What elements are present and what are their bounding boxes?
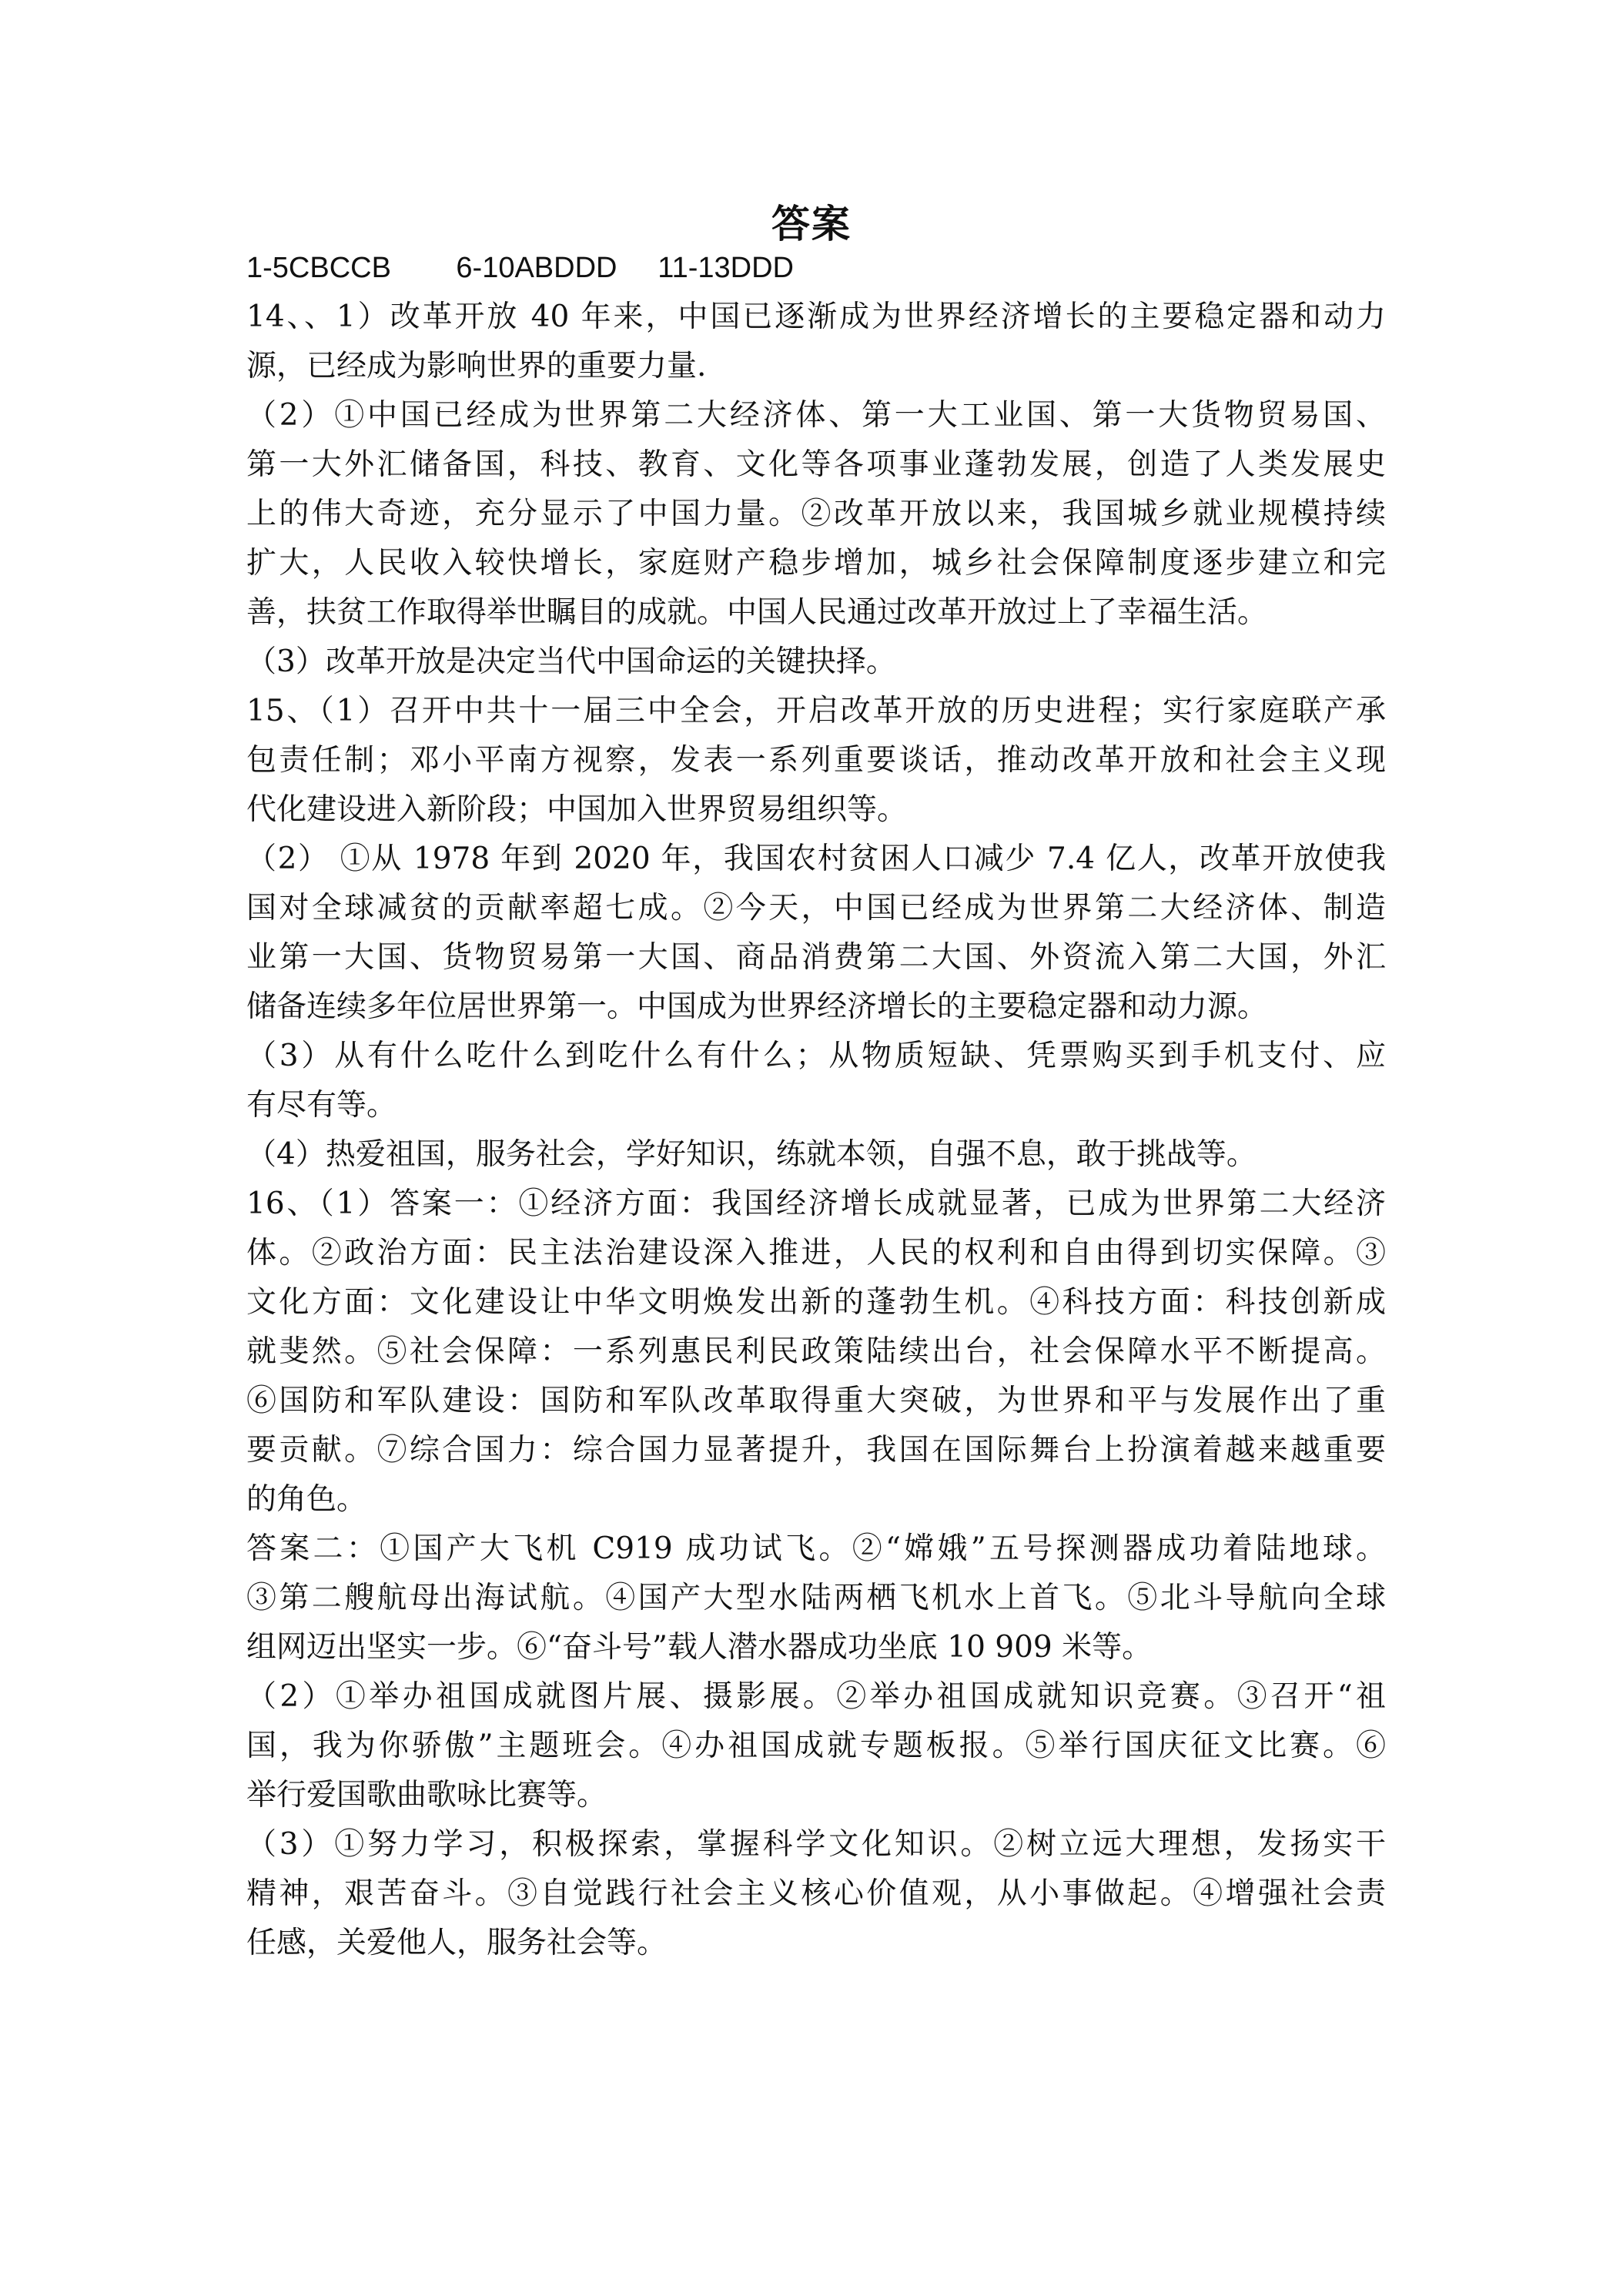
q14-part2-line: 善，扶贫工作取得举世瞩目的成就。中国人民通过改革开放过上了幸福生活。 — [246, 595, 1268, 630]
q16-part3-line: 任感，关爱他人，服务社会等。 — [246, 1926, 668, 1960]
q14-part1-line: 14、、1）改革开放 40 年来，中国已逐渐成为世界经济增长的主要稳定器和动力 — [246, 300, 1386, 334]
q16-part1-line: 体。②政治方面：民主法治建设深入推进，人民的权利和自由得到切实保障。③ — [246, 1236, 1386, 1270]
q16-part1-line: ⑥国防和军队建设：国防和军队改革取得重大突破，为世界和平与发展作出了重 — [246, 1384, 1386, 1418]
q16-part1-line: 就斐然。⑤社会保障：一系列惠民利民政策陆续出台，社会保障水平不断提高。 — [246, 1334, 1386, 1369]
q16-part2-line: 国，我为你骄傲”主题班会。④办祖国成就专题板报。⑤举行国庆征文比赛。⑥ — [246, 1729, 1386, 1763]
q14-part2-line: 扩大，人民收入较快增长，家庭财产稳步增加，城乡社会保障制度逐步建立和完 — [246, 546, 1386, 581]
q15-part2-line: 业第一大国、货物贸易第一大国、商品消费第二大国、外资流入第二大国，外汇 — [246, 940, 1386, 975]
q16-part2-line: （2）①举办祖国成就图片展、摄影展。②举办祖国成就知识竞赛。③召开“祖 — [246, 1679, 1386, 1714]
q16-answer2-line: ③第二艘航母出海试航。④国产大型水陆两栖飞机水上首飞。⑤北斗导航向全球 — [246, 1581, 1386, 1615]
q16-part1-line: 文化方面：文化建设让中华文明焕发出新的蓬勃生机。④科技方面：科技创新成 — [246, 1285, 1386, 1320]
q14-part3-line: （3）改革开放是决定当代中国命运的关键抉择。 — [246, 644, 896, 679]
q15-part1-line: 包责任制；邓小平南方视察，发表一系列重要谈话，推动改革开放和社会主义现 — [246, 743, 1386, 778]
q16-part2-line: 举行爱国歌曲歌咏比赛等。 — [246, 1778, 607, 1812]
q15-part3-line: 有尽有等。 — [246, 1088, 397, 1123]
page-title: 答案 — [771, 202, 852, 246]
multiple-choice-answers: 1-5CBCCB 6-10ABDDD 11-13DDD — [246, 252, 794, 284]
answer-body — [246, 243, 1386, 1968]
q15-part3-line: （3）从有什么吃什么到吃什么有什么；从物质短缺、凭票购买到手机支付、应 — [246, 1039, 1386, 1073]
q15-part2-line: 国对全球减贫的贡献率超七成。②今天，中国已经成为世界第二大经济体、制造 — [246, 891, 1386, 925]
q14-part1-line: 源，已经成为影响世界的重要力量. — [246, 349, 707, 383]
q16-part3-line: （3）①努力学习，积极探索，掌握科学文化知识。②树立远大理想，发扬实干 — [246, 1827, 1386, 1862]
q14-part2-line: 上的伟大奇迹，充分显示了中国力量。②改革开放以来，我国城乡就业规模持续 — [246, 497, 1386, 531]
q16-answer2-line: 组网迈出坚实一步。⑥“奋斗号”载人潜水器成功坐底 10 909 米等。 — [246, 1630, 1153, 1665]
q15-part1-line: 代化建设进入新阶段；中国加入世界贸易组织等。 — [246, 792, 908, 827]
q15-part4-line: （4）热爱祖国，服务社会，学好知识，练就本领，自强不息，敢于挑战等。 — [246, 1137, 1257, 1172]
q14-part2-line: 第一大外汇储备国，科技、教育、文化等各项事业蓬勃发展，创造了人类发展史 — [246, 447, 1386, 482]
q14-part2-line: （2）①中国已经成为世界第二大经济体、第一大工业国、第一大货物贸易国、 — [246, 398, 1386, 433]
q16-part1-line: 要贡献。⑦综合国力：综合国力显著提升，我国在国际舞台上扮演着越来越重要 — [246, 1433, 1386, 1468]
q15-part1-line: 15、（1）召开中共十一届三中全会，开启改革开放的历史进程；实行家庭联产承 — [246, 694, 1386, 728]
q15-part2-line: 储备连续多年位居世界第一。中国成为世界经济增长的主要稳定器和动力源。 — [246, 989, 1268, 1024]
q16-part1-line: 16、（1）答案一：①经济方面：我国经济增长成就显著，已成为世界第二大经济 — [246, 1186, 1386, 1221]
q15-part2-line: （2） ①从 1978 年到 2020 年，我国农村贫困人口减少 7.4 亿人，改革开放使我 — [246, 842, 1386, 876]
q16-part1-line: 的角色。 — [246, 1482, 367, 1517]
q16-answer2-line: 答案二：①国产大飞机 C919 成功试飞。②“嫦娥”五号探测器成功着陆地球。 — [246, 1531, 1386, 1566]
q16-part3-line: 精神，艰苦奋斗。③自觉践行社会主义核心价值观，从小事做起。④增强社会责 — [246, 1876, 1386, 1911]
